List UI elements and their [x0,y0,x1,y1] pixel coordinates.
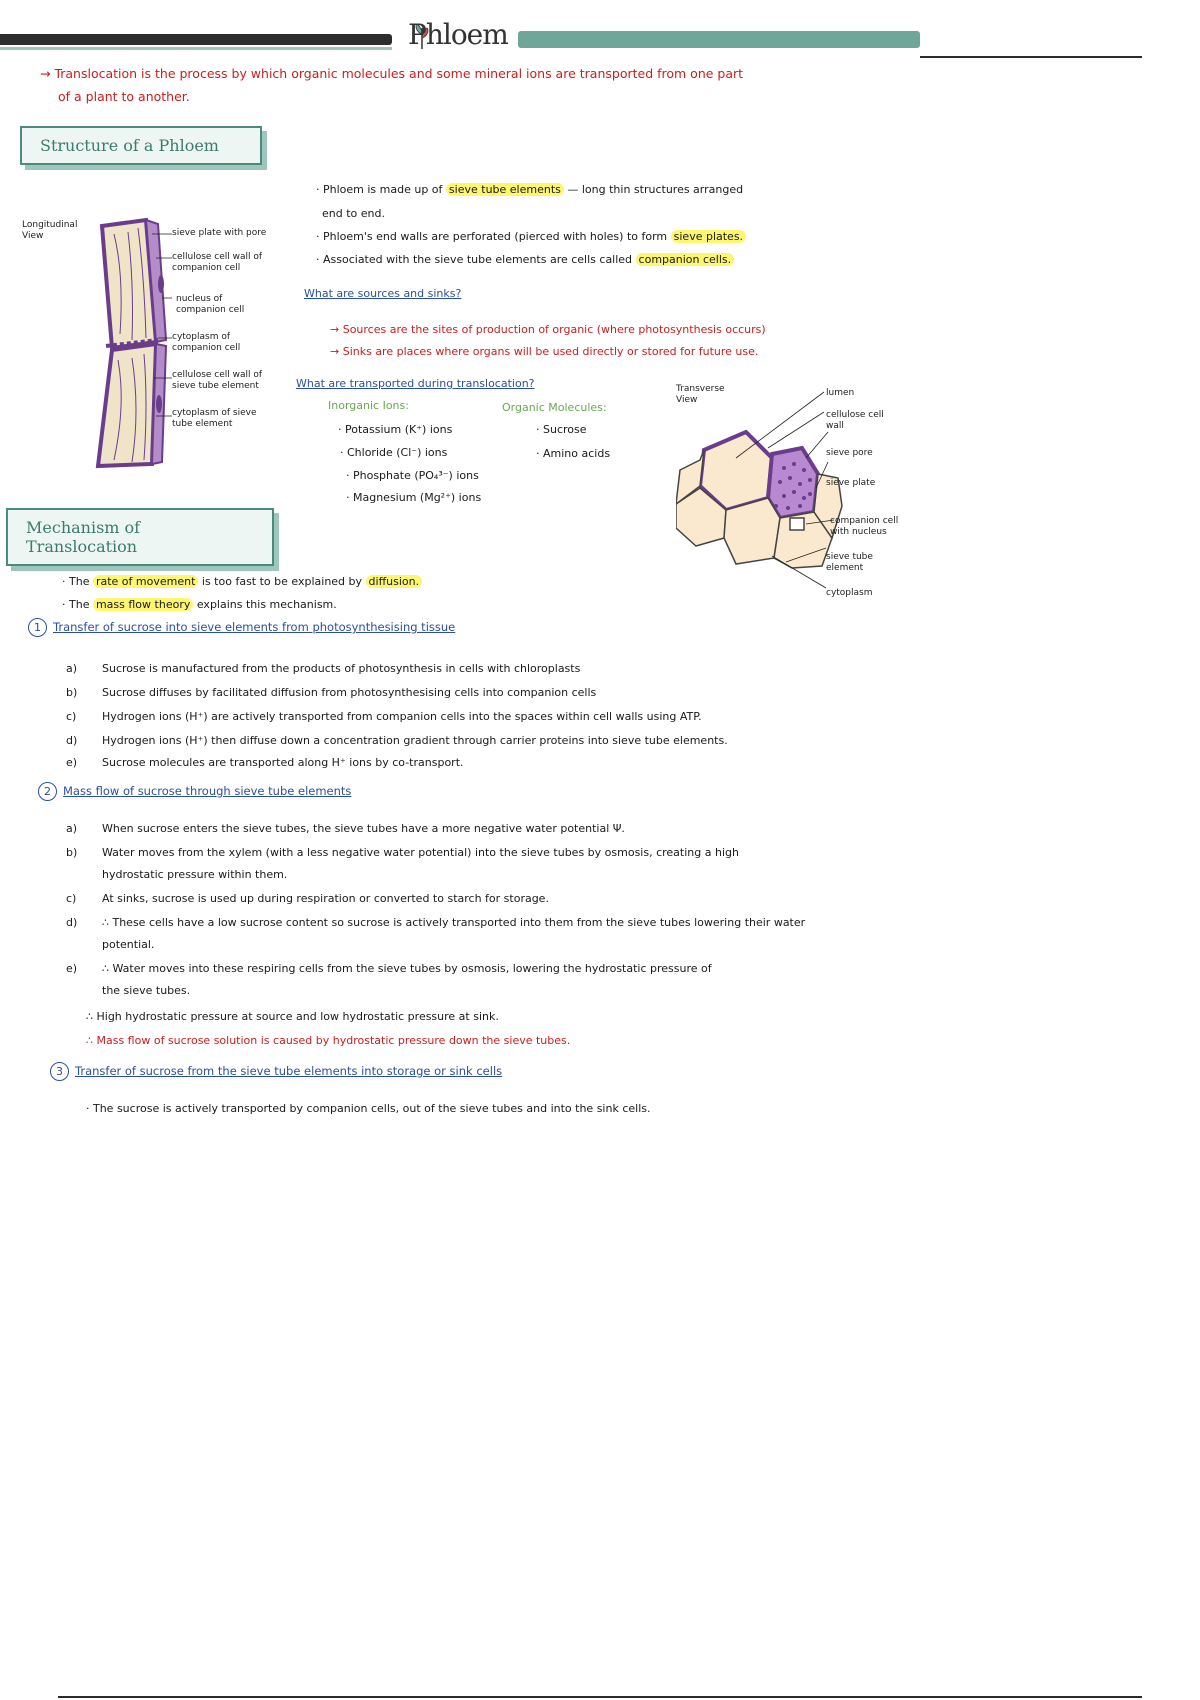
step-2-item: potential. [102,938,155,951]
organic-item: · Sucrose [536,423,587,436]
step-2-item: c) At sinks, sucrose is used up during respiration or converted to starch for storage. [66,892,549,905]
section-heading-structure: Structure of a Phloem [20,126,262,165]
label-cytoplasm-sieve: cytoplasm of sieve tube element [172,408,257,429]
answer-sources: → Sources are the sites of production of organic (where photosynthesis occurs) [330,323,766,336]
bullet-rate-of-movement: · The rate of movement is too fast to be explained by diffusion. [62,574,422,590]
inorganic-item: · Chloride (Cl⁻) ions [340,446,448,459]
label-cytoplasm: cytoplasm [826,588,873,598]
header-bar-left-accent [0,47,392,50]
page-title: Phloem [408,18,508,51]
step-1-item: e) Sucrose molecules are transported along H⁺ ions by co-transport. [66,756,464,769]
label-nucleus-companion: nucleus of companion cell [176,294,245,315]
step-2-item: hydrostatic pressure within them. [102,868,288,881]
step-3-heading: 3 Transfer of sucrose from the sieve tube elements into storage or sink cells [50,1062,502,1081]
footer-line [58,1696,1142,1698]
step-1-heading: 1 Transfer of sucrose into sieve elements from photosynthesising tissue [28,618,455,637]
label-lumen: lumen [826,388,855,398]
bullet-companion-cells: · Associated with the sieve tube elements are cells called companion cells. [316,252,734,268]
step-1-item: c) Hydrogen ions (H⁺) are actively transported from companion cells into the spaces within cell walls using ATP. [66,710,702,723]
inorganic-item: · Phosphate (PO₄³⁻) ions [346,469,479,482]
label-sieve-plate-with-pore: sieve plate with pore [172,228,267,238]
label-sieve-pore: sieve pore [826,448,873,458]
label-sieve-tube-element: sieve tube element [826,552,873,573]
organic-heading: Organic Molecules: [502,401,607,414]
inorganic-heading: Inorganic Ions: [328,399,409,412]
intro-line-2: of a plant to another. [58,89,190,104]
label-cell-wall-sieve: cellulose cell wall of sieve tube element [172,370,263,391]
step-3-text: · The sucrose is actively transported by companion cells, out of the sieve tubes and into the sink cells. [86,1102,651,1115]
bullet-end-walls: · Phloem's end walls are perforated (pierced with holes) to form sieve plates. [316,229,746,245]
step-2-item: d) ∴ These cells have a low sucrose content so sucrose is actively transported into them from the sieve tubes lowering their water [66,916,806,929]
step-2-item: b) Water moves from the xylem (with a less negative water potential) into the sieve tubes by osmosis, creating a high [66,846,739,859]
step-2-item: a) When sucrose enters the sieve tubes, the sieve tubes have a more negative water potential Ψ. [66,822,625,835]
header-line-right [920,56,1142,58]
step-2-conclusion: ∴ High hydrostatic pressure at source and low hydrostatic pressure at sink. [86,1010,499,1023]
inorganic-item: · Magnesium (Mg²⁺) ions [346,491,482,504]
label-companion-cell: companion cell with nucleus [830,516,899,537]
longitudinal-label-lines [150,228,172,428]
step-1-item: b) Sucrose diffuses by facilitated diffusion from photosynthesising cells into companion cells [66,686,597,699]
organic-item: · Amino acids [536,447,611,460]
intro-line-1: → Translocation is the process by which organic molecules and some mineral ions are transported from one part [40,66,744,81]
step-1-item: d) Hydrogen ions (H⁺) then diffuse down a concentration gradient through carrier proteins into sieve tube elements. [66,734,728,747]
longitudinal-view-title: Longitudinal View [22,220,78,241]
question-sources-sinks: What are sources and sinks? [304,287,462,300]
section-heading-mechanism: Mechanism of Translocation [6,508,274,566]
label-cytoplasm-companion: cytoplasm of companion cell [172,332,241,353]
question-transported: What are transported during translocation? [296,377,535,390]
answer-sinks: → Sinks are places where organs will be used directly or stored for future use. [330,345,759,358]
transverse-view-title: Transverse View [676,384,725,405]
label-cellulose-cell-wall: cellulose cell wall [826,410,884,431]
header-bar-left [0,34,392,45]
step-2-item: the sieve tubes. [102,984,191,997]
step-2-item: e) ∴ Water moves into these respiring cells from the sieve tubes by osmosis, lowering the hydrostatic pressure of [66,962,712,975]
step-1-item: a) Sucrose is manufactured from the products of photosynthesis in cells with chloroplasts [66,662,581,675]
bullet-end-to-end: end to end. [322,207,385,220]
inorganic-item: · Potassium (K⁺) ions [338,423,453,436]
bullet-sieve-tube: · Phloem is made up of sieve tube elements — long thin structures arranged [316,183,744,196]
step-2-conclusion-red: ∴ Mass flow of sucrose solution is caused by hydrostatic pressure down the sieve tubes. [86,1034,571,1047]
label-cell-wall-companion: cellulose cell wall of companion cell [172,252,263,273]
bullet-mass-flow-theory: · The mass flow theory explains this mechanism. [62,598,337,611]
header-bar-right [518,31,920,48]
label-sieve-plate: sieve plate [826,478,876,488]
step-2-heading: 2 Mass flow of sucrose through sieve tube elements [38,782,351,801]
